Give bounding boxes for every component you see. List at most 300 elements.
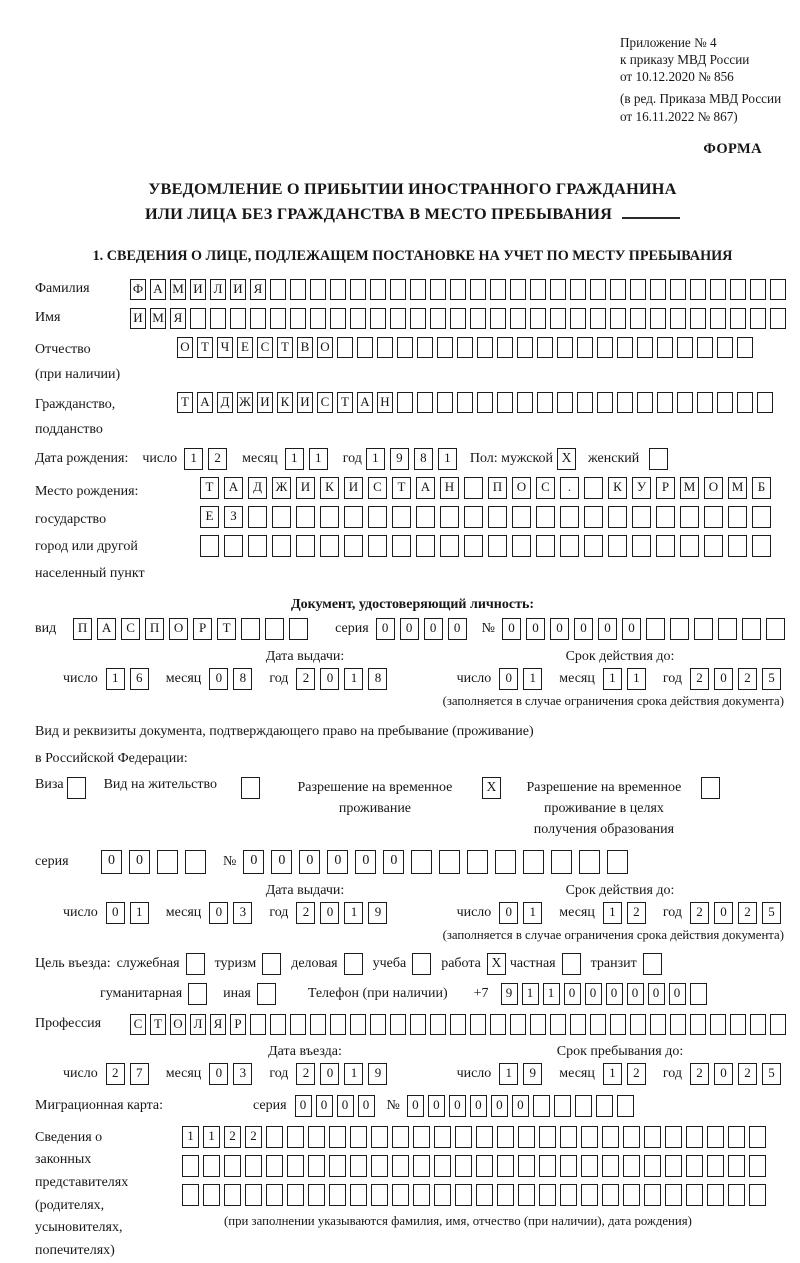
char-cell[interactable] [310,1014,326,1035]
char-cell[interactable]: 6 [130,668,149,690]
char-cell[interactable] [455,1184,472,1206]
char-cell[interactable]: 0 [622,618,641,640]
char-cell[interactable]: 0 [491,1095,508,1117]
char-cell[interactable] [245,1155,262,1177]
char-cell[interactable] [186,953,205,975]
char-cell[interactable] [518,1126,535,1148]
char-cell[interactable] [344,953,363,975]
char-cell[interactable] [390,308,406,329]
char-cell[interactable] [550,1014,566,1035]
char-cell[interactable] [560,1155,577,1177]
char-cell[interactable]: Р [193,618,212,640]
char-cell[interactable]: С [368,477,387,499]
char-cell[interactable]: П [73,618,92,640]
char-cell[interactable]: 9 [501,983,518,1005]
char-cell[interactable] [320,506,339,528]
char-cell[interactable] [697,392,713,413]
char-cell[interactable]: Л [190,1014,206,1035]
char-cell[interactable] [467,850,488,874]
char-cell[interactable] [749,1126,766,1148]
char-cell[interactable] [717,337,733,358]
char-cell[interactable] [490,279,506,300]
char-cell[interactable]: 0 [574,618,593,640]
char-cell[interactable] [596,1095,613,1117]
char-cell[interactable]: К [277,392,293,413]
char-cell[interactable] [289,618,308,640]
char-cell[interactable]: 0 [714,902,733,924]
char-cell[interactable] [330,1014,346,1035]
char-cell[interactable]: О [177,337,193,358]
char-cell[interactable]: 0 [271,850,292,874]
char-cell[interactable]: 0 [129,850,150,874]
char-cell[interactable]: Я [250,279,266,300]
char-cell[interactable]: О [704,477,723,499]
char-cell[interactable]: 0 [383,850,404,874]
char-cell[interactable] [250,308,266,329]
char-cell[interactable] [533,1095,550,1117]
char-cell[interactable]: 0 [337,1095,354,1117]
char-cell[interactable] [308,1184,325,1206]
char-cell[interactable]: Л [210,279,226,300]
char-cell[interactable] [224,1155,241,1177]
char-cell[interactable]: 1 [182,1126,199,1148]
char-cell[interactable] [397,337,413,358]
char-cell[interactable] [730,1014,746,1035]
char-cell[interactable] [397,392,413,413]
char-cell[interactable]: С [121,618,140,640]
char-cell[interactable] [608,535,627,557]
char-cell[interactable] [357,337,373,358]
char-cell[interactable] [490,308,506,329]
char-cell[interactable] [644,1126,661,1148]
char-cell[interactable]: 0 [470,1095,487,1117]
char-cell[interactable]: У [632,477,651,499]
char-cell[interactable] [437,337,453,358]
char-cell[interactable] [497,392,513,413]
char-cell[interactable]: 3 [233,902,252,924]
char-cell[interactable]: 0 [358,1095,375,1117]
char-cell[interactable] [610,308,626,329]
char-cell[interactable] [371,1184,388,1206]
char-cell[interactable] [310,308,326,329]
char-cell[interactable] [686,1184,703,1206]
char-cell[interactable]: 3 [233,1063,252,1085]
char-cell[interactable] [710,279,726,300]
char-cell[interactable] [371,1155,388,1177]
char-cell[interactable] [617,392,633,413]
char-cell[interactable] [296,506,315,528]
char-cell[interactable] [350,1184,367,1206]
char-cell[interactable]: Н [377,392,393,413]
char-cell[interactable] [182,1155,199,1177]
char-cell[interactable] [766,618,785,640]
char-cell[interactable]: 2 [245,1126,262,1148]
char-cell[interactable] [265,618,284,640]
char-cell[interactable] [554,1095,571,1117]
char-cell[interactable] [646,618,665,640]
char-cell[interactable]: 1 [522,983,539,1005]
char-cell[interactable] [637,337,653,358]
char-cell[interactable]: 0 [355,850,376,874]
char-cell[interactable] [457,337,473,358]
char-cell[interactable] [392,1126,409,1148]
char-cell[interactable] [410,279,426,300]
char-cell[interactable] [523,850,544,874]
char-cell[interactable]: 0 [512,1095,529,1117]
char-cell[interactable] [581,1184,598,1206]
char-cell[interactable] [377,337,393,358]
char-cell[interactable] [495,850,516,874]
char-cell[interactable] [650,308,666,329]
char-cell[interactable]: И [297,392,313,413]
char-cell[interactable] [717,392,733,413]
char-cell[interactable]: 1 [106,668,125,690]
char-cell[interactable]: X [487,953,506,975]
char-cell[interactable] [287,1126,304,1148]
char-cell[interactable]: 0 [526,618,545,640]
char-cell[interactable]: 0 [320,668,339,690]
char-cell[interactable]: И [257,392,273,413]
char-cell[interactable] [390,1014,406,1035]
char-cell[interactable] [577,392,593,413]
char-cell[interactable] [350,1126,367,1148]
char-cell[interactable]: Т [177,392,193,413]
char-cell[interactable]: А [416,477,435,499]
char-cell[interactable]: X [557,448,576,470]
char-cell[interactable]: А [197,392,213,413]
char-cell[interactable] [610,1014,626,1035]
char-cell[interactable] [330,279,346,300]
char-cell[interactable] [470,308,486,329]
char-cell[interactable] [539,1126,556,1148]
char-cell[interactable]: 9 [368,1063,387,1085]
char-cell[interactable] [517,337,533,358]
char-cell[interactable]: 2 [627,1063,646,1085]
char-cell[interactable] [434,1126,451,1148]
char-cell[interactable] [416,535,435,557]
char-cell[interactable] [290,279,306,300]
char-cell[interactable]: 0 [598,618,617,640]
char-cell[interactable] [329,1155,346,1177]
char-cell[interactable] [497,1126,514,1148]
char-cell[interactable]: 0 [209,902,228,924]
char-cell[interactable] [704,506,723,528]
char-cell[interactable] [590,1014,606,1035]
char-cell[interactable] [536,535,555,557]
char-cell[interactable] [752,535,771,557]
char-cell[interactable]: 0 [400,618,419,640]
char-cell[interactable] [272,506,291,528]
char-cell[interactable] [770,308,786,329]
char-cell[interactable]: О [317,337,333,358]
char-cell[interactable] [413,1184,430,1206]
char-cell[interactable] [262,953,281,975]
char-cell[interactable]: С [257,337,273,358]
char-cell[interactable]: А [150,279,166,300]
char-cell[interactable] [439,850,460,874]
char-cell[interactable]: 0 [209,668,228,690]
char-cell[interactable]: 1 [603,1063,622,1085]
char-cell[interactable]: С [317,392,333,413]
char-cell[interactable] [623,1126,640,1148]
char-cell[interactable] [241,618,260,640]
char-cell[interactable] [329,1184,346,1206]
char-cell[interactable] [320,535,339,557]
char-cell[interactable]: 1 [203,1126,220,1148]
char-cell[interactable]: 0 [299,850,320,874]
char-cell[interactable] [607,850,628,874]
char-cell[interactable] [581,1126,598,1148]
char-cell[interactable] [742,618,761,640]
char-cell[interactable] [266,1126,283,1148]
char-cell[interactable] [630,308,646,329]
char-cell[interactable] [677,337,693,358]
char-cell[interactable] [560,506,579,528]
char-cell[interactable] [182,1184,199,1206]
char-cell[interactable] [203,1184,220,1206]
char-cell[interactable]: 2 [738,1063,757,1085]
char-cell[interactable] [257,983,276,1005]
char-cell[interactable] [464,535,483,557]
char-cell[interactable] [430,308,446,329]
char-cell[interactable] [737,337,753,358]
char-cell[interactable] [512,506,531,528]
char-cell[interactable]: 1 [523,668,542,690]
char-cell[interactable]: 1 [344,1063,363,1085]
char-cell[interactable] [510,1014,526,1035]
char-cell[interactable] [670,308,686,329]
char-cell[interactable]: И [230,279,246,300]
char-cell[interactable] [241,777,260,799]
char-cell[interactable]: . [560,477,579,499]
char-cell[interactable] [411,850,432,874]
char-cell[interactable]: Т [197,337,213,358]
char-cell[interactable] [488,506,507,528]
char-cell[interactable] [370,308,386,329]
char-cell[interactable] [368,535,387,557]
char-cell[interactable] [310,279,326,300]
char-cell[interactable]: 1 [184,448,203,470]
char-cell[interactable] [530,1014,546,1035]
char-cell[interactable]: 0 [448,618,467,640]
char-cell[interactable] [344,535,363,557]
char-cell[interactable] [570,308,586,329]
char-cell[interactable] [490,1014,506,1035]
char-cell[interactable] [686,1155,703,1177]
char-cell[interactable]: 0 [550,618,569,640]
char-cell[interactable] [497,337,513,358]
char-cell[interactable] [476,1155,493,1177]
char-cell[interactable]: 1 [344,902,363,924]
char-cell[interactable] [250,1014,266,1035]
char-cell[interactable]: О [169,618,188,640]
char-cell[interactable]: Ж [237,392,253,413]
char-cell[interactable] [370,1014,386,1035]
char-cell[interactable] [728,1155,745,1177]
char-cell[interactable]: 1 [499,1063,518,1085]
char-cell[interactable] [350,308,366,329]
char-cell[interactable]: 0 [376,618,395,640]
char-cell[interactable] [308,1126,325,1148]
char-cell[interactable] [749,1184,766,1206]
char-cell[interactable] [245,1184,262,1206]
char-cell[interactable] [329,1126,346,1148]
char-cell[interactable] [670,618,689,640]
char-cell[interactable] [630,279,646,300]
char-cell[interactable] [450,308,466,329]
char-cell[interactable]: 1 [603,902,622,924]
char-cell[interactable]: С [130,1014,146,1035]
char-cell[interactable] [440,506,459,528]
char-cell[interactable]: 2 [738,902,757,924]
char-cell[interactable]: 2 [296,902,315,924]
char-cell[interactable] [562,953,581,975]
char-cell[interactable] [392,535,411,557]
char-cell[interactable]: 9 [390,448,409,470]
char-cell[interactable]: 9 [523,1063,542,1085]
char-cell[interactable] [690,983,707,1005]
char-cell[interactable] [270,1014,286,1035]
char-cell[interactable] [665,1155,682,1177]
char-cell[interactable]: 2 [224,1126,241,1148]
char-cell[interactable] [392,1184,409,1206]
char-cell[interactable]: 2 [208,448,227,470]
char-cell[interactable] [701,777,720,799]
char-cell[interactable]: К [320,477,339,499]
char-cell[interactable]: X [482,777,501,799]
char-cell[interactable] [577,337,593,358]
char-cell[interactable] [656,506,675,528]
char-cell[interactable]: Т [217,618,236,640]
char-cell[interactable] [413,1126,430,1148]
char-cell[interactable] [590,308,606,329]
char-cell[interactable] [390,279,406,300]
char-cell[interactable] [551,850,572,874]
char-cell[interactable]: 5 [762,668,781,690]
char-cell[interactable] [728,535,747,557]
char-cell[interactable] [464,477,483,499]
char-cell[interactable] [188,983,207,1005]
char-cell[interactable]: 0 [606,983,623,1005]
char-cell[interactable] [557,337,573,358]
char-cell[interactable] [750,1014,766,1035]
char-cell[interactable]: С [536,477,555,499]
char-cell[interactable]: 0 [106,902,125,924]
char-cell[interactable]: 5 [762,1063,781,1085]
char-cell[interactable] [677,392,693,413]
char-cell[interactable]: М [680,477,699,499]
char-cell[interactable] [718,618,737,640]
char-cell[interactable]: З [224,506,243,528]
char-cell[interactable]: 9 [368,902,387,924]
char-cell[interactable] [665,1184,682,1206]
char-cell[interactable] [430,1014,446,1035]
char-cell[interactable]: 2 [296,668,315,690]
char-cell[interactable]: И [130,308,146,329]
char-cell[interactable]: 0 [648,983,665,1005]
char-cell[interactable] [464,506,483,528]
char-cell[interactable] [230,308,246,329]
char-cell[interactable] [412,953,431,975]
char-cell[interactable] [750,279,766,300]
char-cell[interactable] [330,308,346,329]
char-cell[interactable] [690,1014,706,1035]
char-cell[interactable]: Т [392,477,411,499]
char-cell[interactable]: 0 [424,618,443,640]
char-cell[interactable] [643,953,662,975]
char-cell[interactable] [560,1126,577,1148]
char-cell[interactable]: 2 [296,1063,315,1085]
char-cell[interactable]: 0 [101,850,122,874]
char-cell[interactable] [337,337,353,358]
char-cell[interactable] [570,1014,586,1035]
char-cell[interactable] [497,1155,514,1177]
char-cell[interactable] [623,1184,640,1206]
char-cell[interactable]: А [97,618,116,640]
char-cell[interactable] [632,535,651,557]
char-cell[interactable] [584,506,603,528]
char-cell[interactable]: 0 [499,668,518,690]
char-cell[interactable] [657,337,673,358]
char-cell[interactable]: 0 [320,1063,339,1085]
char-cell[interactable]: 1 [438,448,457,470]
char-cell[interactable] [413,1155,430,1177]
char-cell[interactable] [649,448,668,470]
char-cell[interactable]: Т [150,1014,166,1035]
char-cell[interactable] [417,392,433,413]
char-cell[interactable] [665,1126,682,1148]
char-cell[interactable]: 7 [130,1063,149,1085]
char-cell[interactable] [632,506,651,528]
char-cell[interactable] [697,337,713,358]
char-cell[interactable]: Я [210,1014,226,1035]
char-cell[interactable] [455,1126,472,1148]
char-cell[interactable]: О [512,477,531,499]
char-cell[interactable] [728,1184,745,1206]
char-cell[interactable] [597,337,613,358]
char-cell[interactable]: 2 [690,1063,709,1085]
char-cell[interactable]: 2 [106,1063,125,1085]
char-cell[interactable]: К [608,477,627,499]
char-cell[interactable] [344,506,363,528]
char-cell[interactable] [157,850,178,874]
char-cell[interactable]: Т [277,337,293,358]
char-cell[interactable] [470,279,486,300]
char-cell[interactable] [450,1014,466,1035]
char-cell[interactable]: 0 [320,902,339,924]
char-cell[interactable] [536,506,555,528]
char-cell[interactable]: 0 [502,618,521,640]
char-cell[interactable] [371,1126,388,1148]
char-cell[interactable]: О [170,1014,186,1035]
char-cell[interactable] [440,535,459,557]
char-cell[interactable] [539,1184,556,1206]
char-cell[interactable] [190,308,206,329]
char-cell[interactable]: М [728,477,747,499]
char-cell[interactable]: 5 [762,902,781,924]
char-cell[interactable]: Я [170,308,186,329]
char-cell[interactable] [248,506,267,528]
char-cell[interactable] [185,850,206,874]
char-cell[interactable] [602,1155,619,1177]
char-cell[interactable]: Д [217,392,233,413]
char-cell[interactable]: 1 [543,983,560,1005]
char-cell[interactable] [610,279,626,300]
char-cell[interactable] [224,1184,241,1206]
char-cell[interactable] [650,279,666,300]
char-cell[interactable] [476,1126,493,1148]
char-cell[interactable] [287,1155,304,1177]
